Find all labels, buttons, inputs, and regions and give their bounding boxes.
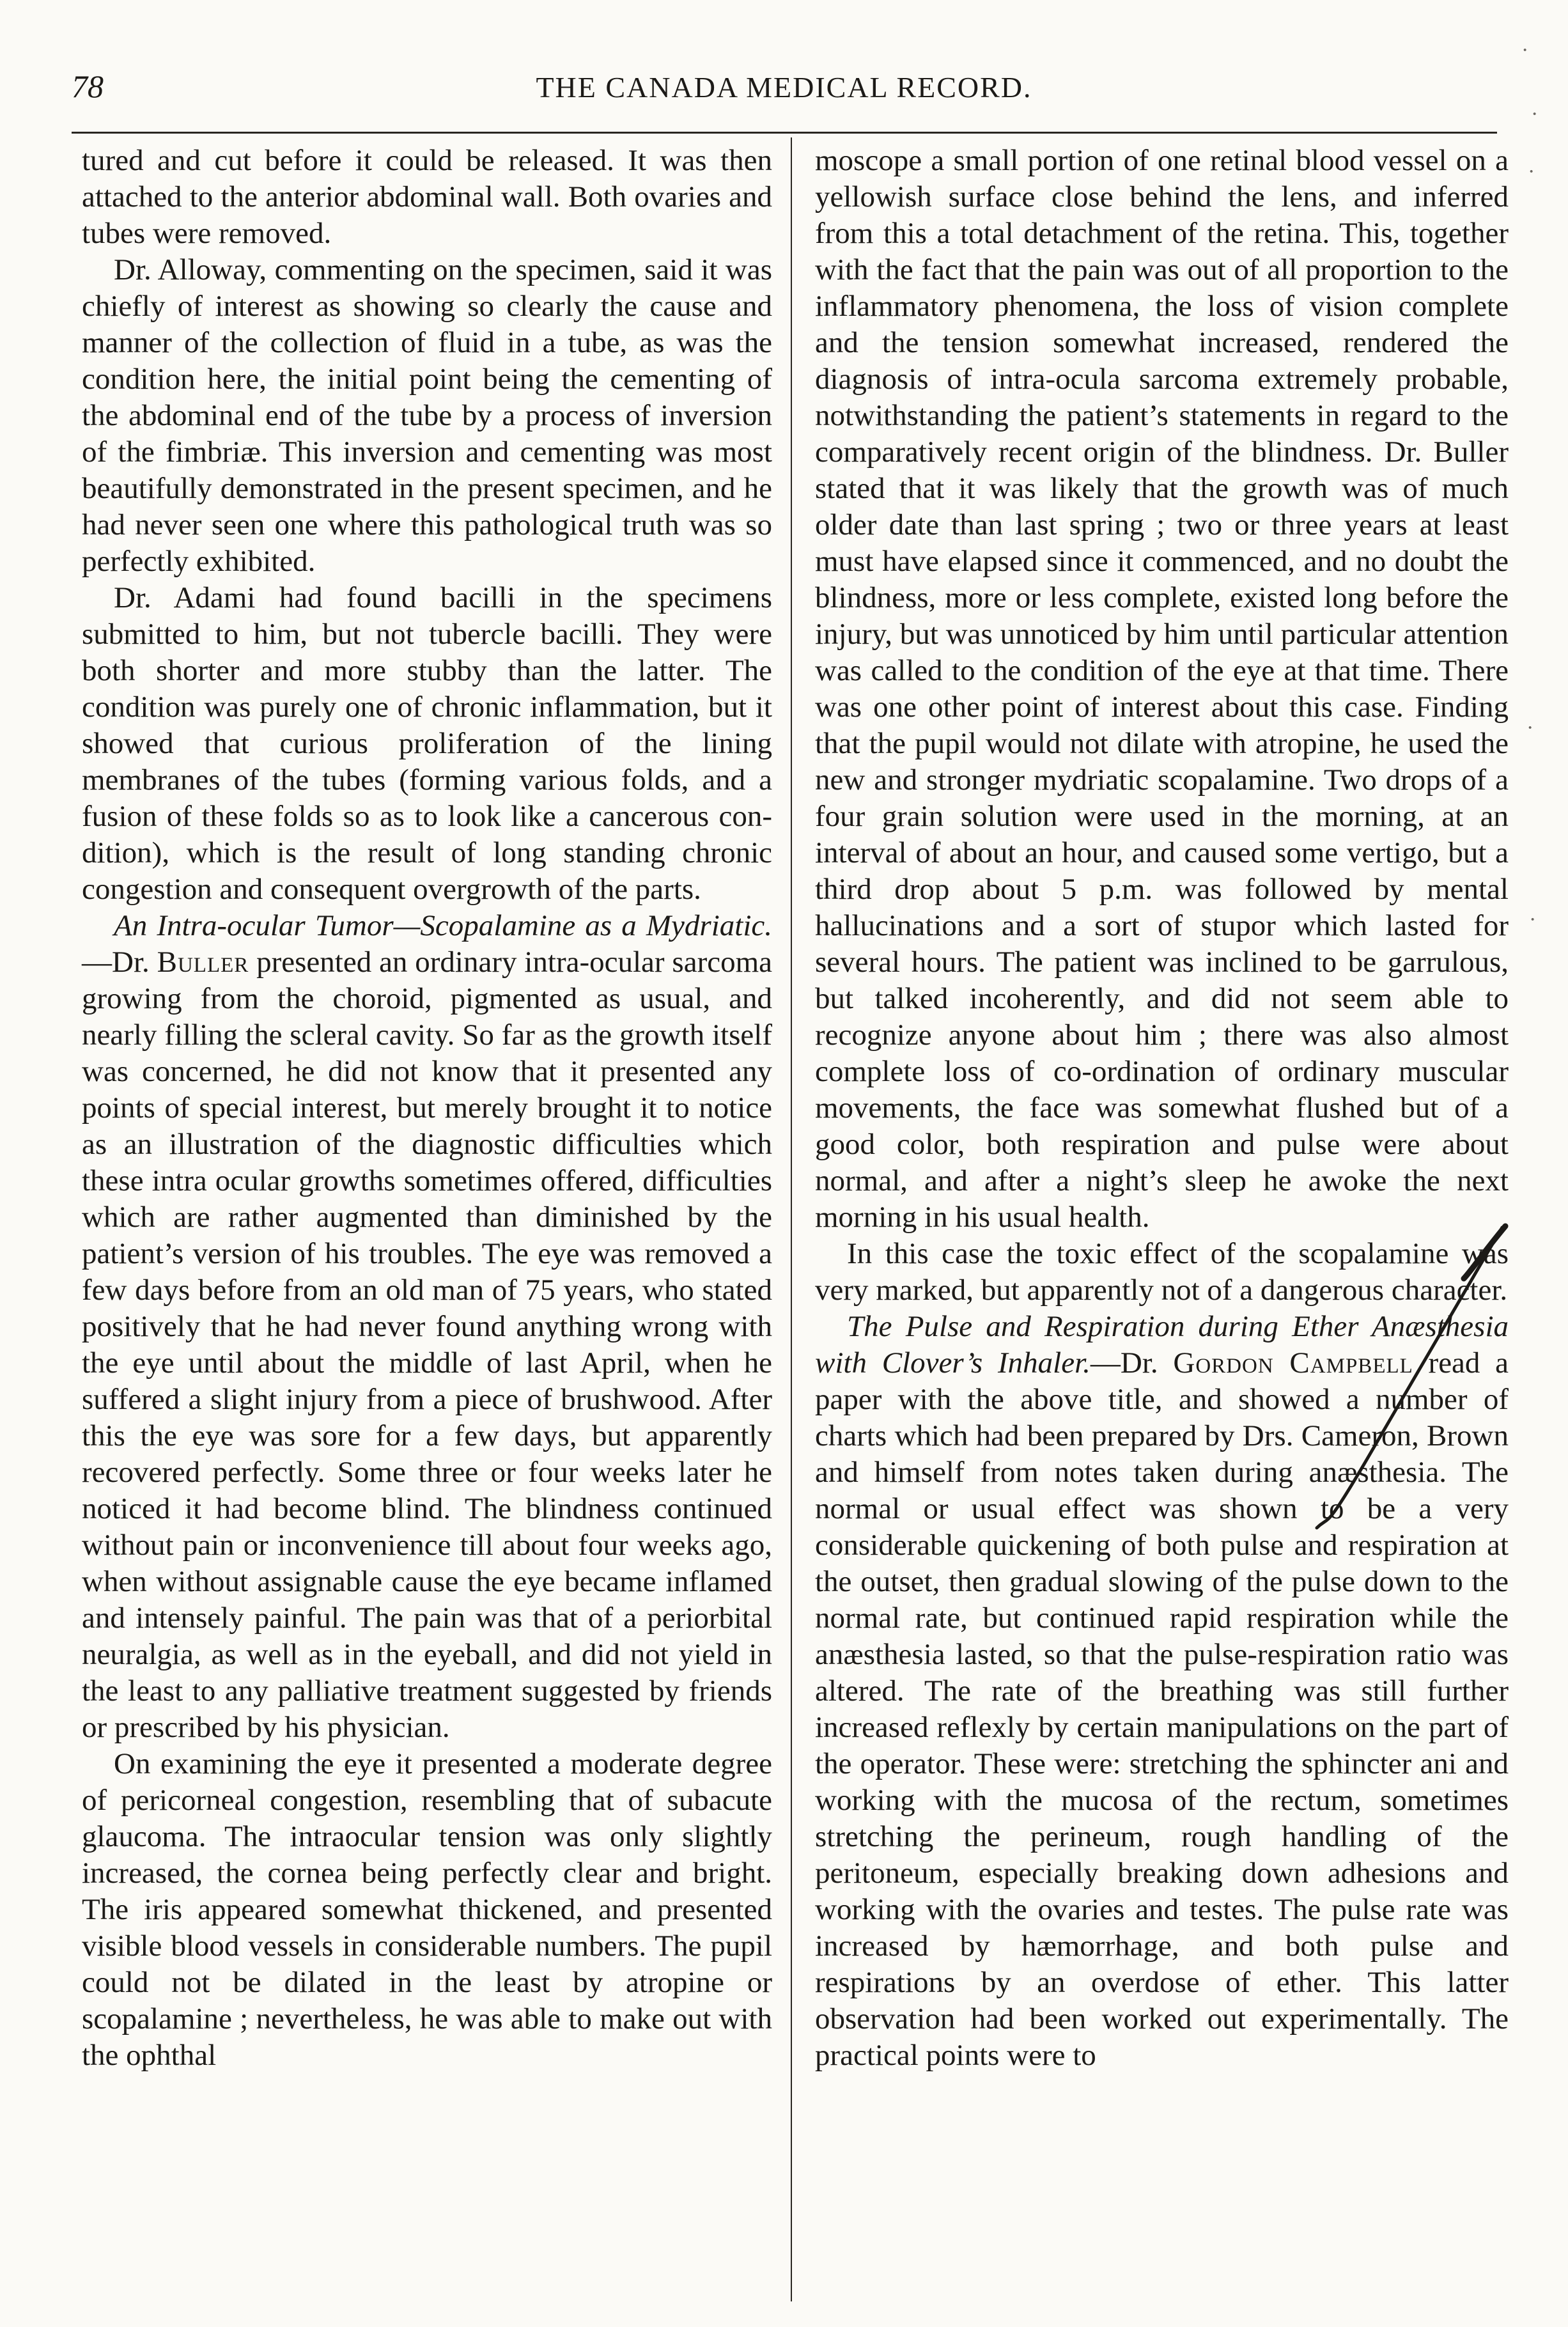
right-para-1: moscope a small portion of one retinal blood vessel on a yellowish surface close behind the lens, and inferred from this a total detachment of the retina. This, together with the fact that the pain was out of all proportion to the inflammatory phenomena, the loss of vision complete and the tension somewhat increased, rendered the diagnosis of intra-ocula sarcoma extremely probable, notwithstanding the patient’s statements in regard to the comparatively recent origin of the blindness. Dr. Buller stated that it was likely that the growth was of much older date than last spring ; two or three years at least must have elapsed since it commenced, and no doubt the blindness, more or less complete, existed long before the injury, but was unnoticed by him until particular attention was called to the condition of the eye at that time. There was one other point of interest about this case. Finding that the pupil would not dilate with atropine, he used the new and stronger mydriatic scopalamine. Two drops of a four grain solution were used in the morning, at an interval of about an hour, and caused some vertigo, but a third drop about 5 p.m. was followed by mental hallucinations and a sort of stupor which lasted for several hours. The patient was inclined to be garrulous, but talked incoherently, and did not seem able to recognize anyone about him ; there was also almost complete loss of co-ordination of ordinary muscular movements, the face was somewhat flushed but of a good color, both respiration and pulse were about normal, and after a night’s sleep he awoke the next morning in his usual health. (815, 144, 1509, 1234)
left-section-paragraph (82, 908, 772, 1746)
section-body: read a paper with the above title, and showed a number of charts which had been prepared by Drs. Cameron, Brown and himself from notes taken during anæsthesia. The normal or usual effect was shown to be a very considerable quickening of both pulse and respiration at the outset, then gradual slowing of the pulse down to the normal rate, but continued rapid respiration while the anæsthesia lasted, so that the pulse-respiration ratio was altered. The rate of the breathing was still further increased reflexly by certain manipulations on the part of the operator. These were: stretching the sphincter ani and working with the mucosa of the rectum, sometimes stretching the perineum, rough handling of the peritoneum, especially breaking down adhesions and working with the ovaries and testes. The pulse rate was increased by hæmorrhage, and both pulse and respirations by an overdose of ether. This latter observation had been worked out experimentally. The practical points were to (815, 1346, 1509, 2072)
right-para-2: In this case the toxic effect of the scopalamine was very marked, but apparently not of a dangerous character. (815, 1237, 1509, 1307)
margin-speck: · (1531, 102, 1539, 126)
speaker-name: Buller (157, 946, 249, 979)
section-title-tumor: An Intra-ocular Tumor—Scopalamine as a Mydriatic. (114, 909, 772, 942)
header-rule (72, 132, 1497, 134)
left-para-1: tured and cut before it could be released. It was then attached to the anterior abdominal wall. Both ovaries and tubes were removed. (82, 144, 772, 250)
column-divider (791, 137, 792, 2301)
dr-prefix: —Dr. (1090, 1346, 1174, 1380)
left-para-3: Dr. Adami had found bacilli in the specimens submitted to him, but not tubercle bacilli. They were both shorter and more stubby than the latter. The condition was purely one of chronic inflammation, but it showed that curious proliferation of the lining membranes of the tubes (forming various folds, and a fusion of these folds so as to look like a cancerous condition), which is the result of long standing chronic congestion and consequent overgrowth of the parts. (82, 581, 772, 906)
margin-speck: · (1529, 908, 1537, 931)
section-body: presented an ordinary intra-ocular sarcoma growing from the choroid, pigmented as usual, and nearly filling the scleral cavity. So far as the growth itself was concerned, he did not know that it presented any points of special interest, but merely brought it to notice as an illustration of the diagnostic difficulties which these intra ocular growths sometimes offered, difficulties which are rather augmented than diminished by the patient’s version of his troubles. The eye was removed a few days before from an old man of 75 years, who stated positively that he had never found anything wrong with the eye until about the middle of last April, when he suffered a slight injury from a piece of brushwood. After this the eye was sore for a few days, but apparently recovered perfectly. Some three or four weeks later he noticed it had become blind. The blindness continued without pain or inconvenience till about four weeks ago, when without assignable cause the eye became inflamed and intensely painful. The pain was that of a periorbital neuralgia, as well as in the eyeball, and did not yield in the least to any palliative treatment suggested by friends or prescribed by his physician. (82, 946, 772, 1744)
margin-speck: · (1526, 716, 1534, 740)
running-head: THE CANADA MEDICAL RECORD. (536, 71, 1032, 104)
section-title-pulse: The Pulse and Respiration during Ether Anæsthesia with Clover’s Inhaler. (815, 1310, 1509, 1380)
dr-prefix: —Dr. (82, 946, 157, 979)
left-para-5: On examining the eye it presented a moderate degree of pericorneal congestion, resembling that of subacute glaucoma. The intraocular tension was only slightly increased, the cornea being perfectly clear and bright. The iris appeared somewhat thickened, and presented visible blood vessels in considerable numbers. The pupil could not be dilated in the least by atropine or scopalamine ; nevertheless, he was able to make out with the ophthal (82, 1747, 772, 2072)
page-number: 78 (72, 68, 104, 104)
margin-speck: · (1521, 38, 1529, 62)
margin-speck: · (1528, 160, 1535, 183)
speaker-name: Gordon Campbell (1173, 1346, 1413, 1380)
left-column (82, 143, 772, 2074)
right-column (815, 143, 1509, 2074)
left-para-2: Dr. Alloway, commenting on the specimen, said it was chiefly of interest as showing so clearly the cause and manner of the collection of fluid in a tube, as was the condition here, the initial point being the cementing of the abdominal end of the tube by a process of inversion of the fimbriæ. This inversion and cementing was most beautifully demonstrated in the present specimen, and he had never seen one where this pathological truth was so perfectly exhibited. (82, 253, 772, 578)
pen-stroke-mark (1291, 1215, 1521, 1534)
